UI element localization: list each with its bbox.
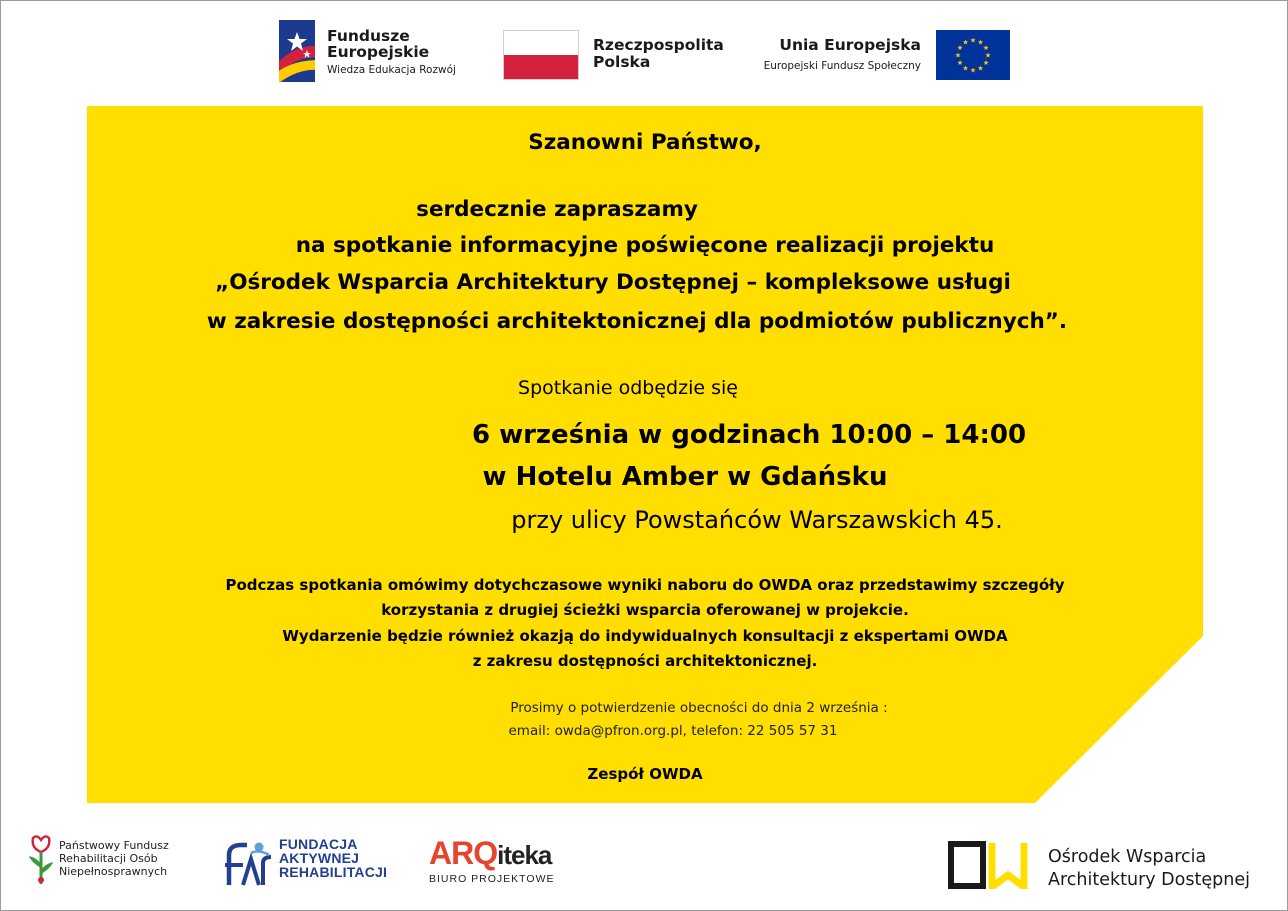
rsvp-contact: email: owda@pfron.org.pl, telefon: 22 505 57 31 [508,723,838,739]
polish-flag-icon [503,30,579,80]
details-line-1: Podczas spotkania omówimy dotychczasowe wyniki naboru do OWDA oraz przedstawimy szczegóły [225,576,1065,594]
polska-line1: Rzeczpospolita [593,36,724,54]
pfron-logo-text [59,840,169,879]
far-line-3: REHABILITACJI [279,864,388,880]
eu-star-icon: ★ [956,44,964,52]
eu-star-icon: ★ [969,36,977,45]
far-logo-text [279,837,387,879]
invite-line-2: na spotkanie informacyjne poświęcone realizacji projektu [295,233,995,258]
invite-line-3: „Ośrodek Wsparcia Architektury Dostępnej – kompleksowe usługi [215,270,1011,295]
details-line-2: korzystania z drugiej ścieżki wsparcia oferowanej w projekcie. [381,601,909,619]
polska-line2: Polska [593,53,651,72]
pfron-tulip-icon [27,834,55,886]
meeting-address: przy ulicy Powstańców Warszawskich 45. [511,506,1003,534]
details-line-4: z zakresu dostępności architektonicznej. [472,652,818,670]
meeting-venue: w Hotelu Amber w Gdańsku [482,462,888,492]
ue-line2: Europejski Fundusz Społeczny [763,60,921,72]
pfron-line-2: Rehabilitacji Osób [59,851,158,865]
fundusze-europejskie-stars-icon [279,20,315,82]
eu-star-icon: ★ [984,51,992,60]
ue-line1: Unia Europejska [779,36,921,54]
invite-line-1: serdecznie zapraszamy [416,197,698,222]
eu-star-icon: ★ [962,38,969,47]
owda-logo-text [1048,846,1250,892]
pfron-line-3: Niepełnosprawnych [59,864,168,878]
far-logo-icon [225,837,275,887]
fundusze-line2: Europejskie [327,43,430,62]
signature: Zespół OWDA [587,765,703,783]
pfron-line-1: Państwowy Fundusz [59,839,169,852]
arqiteka-part1: ARQ [429,835,498,871]
salutation: Szanowni Państwo, [528,130,762,155]
owda-logo-icon [948,841,1030,889]
invite-line-4: w zakresie dostępności architektonicznej dla podmiotów publicznych”. [206,309,1068,334]
eu-flag-icon [936,30,1010,80]
eu-star-icon: ★ [962,64,969,73]
eu-star-icon: ★ [956,59,964,67]
owda-line-1: Ośrodek Wsparcia [1048,847,1207,867]
eu-star-icon: ★ [982,44,990,52]
eu-star-icon: ★ [977,64,984,73]
meeting-intro: Spotkanie odbędzie się [518,377,738,399]
invitation-panel [87,106,1203,803]
far-line-2: AKTYWNEJ [279,850,360,866]
far-line-1: FUNDACJA [279,836,358,852]
eu-star-icon: ★ [969,66,977,75]
details-line-3: Wydarzenie będzie również okazją do indywidualnych konsultacji z ekspertami OWDA [282,627,1008,645]
fundusze-line1: Fundusze [327,27,410,45]
meeting-date-time: 6 września w godzinach 10:00 – 14:00 [471,420,1027,450]
arqiteka-subtitle: BIURO PROJEKTOWE [429,873,555,885]
ue-logo-text [761,36,921,72]
rsvp-line-1: Prosimy o potwierdzenie obecności do dnia 2 września : [510,700,888,716]
eu-star-icon: ★ [977,38,984,47]
arqiteka-part2: iteka [497,840,552,870]
eu-star-icon: ★ [982,59,990,67]
arqiteka-logo [429,837,551,869]
fundusze-tagline: Wiedza Edukacja Rozwój [327,63,456,76]
owda-line-2: Architektury Dostępnej [1048,869,1250,890]
eu-star-icon: ★ [954,51,962,60]
rzeczpospolita-logo-text [593,37,724,71]
fundusze-europejskie-logo-text [327,28,456,76]
